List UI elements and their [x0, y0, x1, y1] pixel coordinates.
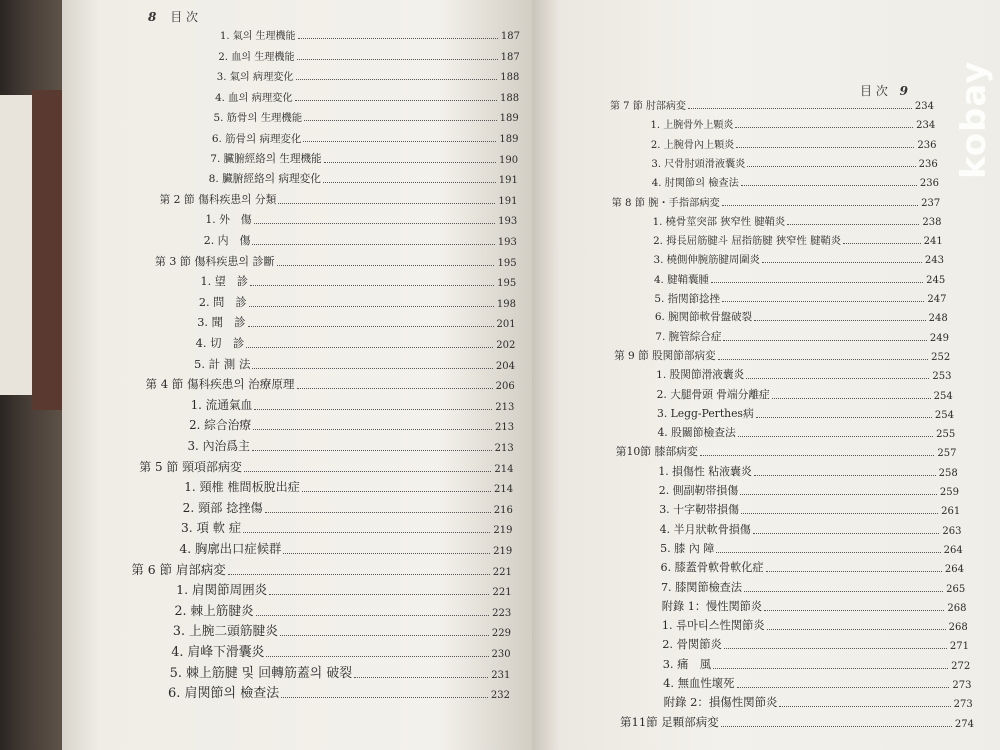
- toc-leader-dots: [713, 668, 948, 669]
- toc-entry-page: 254: [933, 390, 953, 402]
- toc-entry: [194, 356, 515, 372]
- toc-leader-dots: [252, 450, 492, 451]
- toc-leader-dots: [296, 79, 498, 80]
- toc-entry-title: 2. 棘上筋腱炎: [174, 602, 254, 618]
- toc-entry: [212, 129, 519, 145]
- toc-entry-page: 189: [499, 113, 519, 125]
- toc-leader-dots: [740, 494, 937, 495]
- toc-entry-title: 7. 臟腑經絡의 生理機能: [210, 152, 322, 165]
- toc-entry: [196, 335, 516, 351]
- toc-entry-title: 1. 肩関節周囲炎: [176, 582, 268, 598]
- toc-entry: [653, 231, 943, 247]
- toc-entry-page: 193: [498, 216, 518, 228]
- toc-entry-page: 190: [499, 154, 519, 166]
- toc-entry-title: 1. 上腕骨外上顆炎: [650, 120, 734, 132]
- toc-entry: [218, 47, 519, 63]
- toc-leader-dots: [256, 615, 490, 616]
- toc-entry-title: 2. 問 診: [198, 295, 247, 309]
- toc-entry-page: 236: [918, 158, 938, 170]
- toc-leader-dots: [254, 409, 492, 410]
- toc-entry: [663, 656, 971, 672]
- toc-entry-title: 1. 橈骨莖突部 狹窄性 腱鞘炎: [652, 215, 786, 228]
- toc-entry: [139, 459, 513, 475]
- toc-entry-page: 221: [492, 587, 512, 599]
- toc-leader-dots: [736, 147, 914, 148]
- toc-leader-dots: [756, 417, 932, 418]
- toc-entry-page: 232: [490, 690, 510, 702]
- toc-entry-title: 6. 腕関節軟骨盤破裂: [654, 311, 753, 324]
- toc-entry: [145, 376, 514, 392]
- toc-entry-page: 268: [948, 622, 968, 634]
- toc-entry: [655, 308, 948, 324]
- toc-entry: [183, 500, 513, 516]
- toc-entry: [616, 443, 957, 459]
- right-header-title: 目 次: [860, 84, 888, 98]
- toc-entry: [659, 482, 959, 498]
- toc-entry-page: 245: [926, 274, 946, 286]
- toc-entry: [155, 253, 517, 269]
- toc-entry: [205, 211, 517, 227]
- toc-entry-title: 2. 上腕骨內上顆炎: [650, 139, 735, 151]
- toc-leader-dots: [772, 398, 931, 399]
- toc-entry: [662, 617, 968, 633]
- left-page-header: [148, 8, 198, 25]
- toc-entry-page: 271: [949, 641, 969, 653]
- toc-leader-dots: [741, 185, 917, 186]
- toc-entry-page: 264: [943, 544, 963, 556]
- toc-entry-page: 261: [941, 506, 961, 518]
- toc-leader-dots: [277, 265, 495, 266]
- toc-entry-title: 3. 上腕二頭筋腱炎: [172, 623, 278, 639]
- toc-leader-dots: [700, 455, 935, 456]
- toc-entry-page: 234: [916, 120, 936, 132]
- toc-leader-dots: [737, 687, 950, 688]
- toc-entry-title: 第10節 膝部病変: [615, 445, 698, 459]
- toc-entry: [612, 193, 941, 209]
- toc-entry: [131, 562, 512, 578]
- toc-leader-dots: [744, 591, 943, 592]
- toc-entry-title: 2. 骨関節炎: [662, 638, 722, 652]
- toc-entry-title: 2. 大腿骨頭 骨端分離症: [656, 387, 770, 401]
- toc-entry-page: 191: [498, 195, 518, 207]
- toc-entry-page: 188: [499, 92, 520, 104]
- toc-leader-dots: [246, 347, 493, 348]
- toc-entry-title: 1. 外 傷: [205, 213, 252, 227]
- toc-entry: [220, 26, 520, 42]
- toc-leader-dots: [324, 162, 496, 163]
- toc-entry: [209, 170, 518, 186]
- toc-leader-dots: [298, 38, 498, 39]
- toc-entry-title: 5. 指関節捻挫: [654, 293, 720, 305]
- watermark-logo: kobay: [954, 60, 994, 180]
- toc-entry-title: 3. 痛 風: [662, 656, 712, 671]
- toc-leader-dots: [738, 436, 933, 437]
- toc-entry: [661, 559, 965, 575]
- toc-entry: [201, 273, 517, 289]
- toc-entry-title: 3. 十字靭帯損傷: [659, 503, 739, 517]
- toc-entry: [179, 541, 512, 557]
- toc-entry: [654, 250, 945, 266]
- toc-leader-dots: [281, 697, 488, 698]
- toc-entry: [655, 328, 949, 344]
- toc-leader-dots: [723, 340, 927, 341]
- toc-entry-page: 221: [492, 566, 512, 578]
- toc-leader-dots: [762, 262, 922, 263]
- toc-entry: [652, 173, 939, 189]
- toc-entry: [657, 405, 954, 421]
- toc-entry-title: 4. 胸廓出口症候群: [179, 542, 282, 556]
- toc-entry-title: 1. 流通氣血: [190, 397, 253, 412]
- toc-entry-page: 195: [497, 257, 517, 269]
- toc-leader-dots: [843, 243, 921, 244]
- toc-entry-title: 第 6 節 肩部病変: [131, 561, 226, 577]
- toc-entry-page: 248: [928, 313, 948, 325]
- toc-leader-dots: [302, 491, 491, 492]
- toc-entry-title: 5. 筋骨의 生理機能: [213, 112, 303, 125]
- toc-entry: [660, 540, 963, 556]
- toc-entry-page: 223: [492, 607, 512, 619]
- toc-entry-page: 252: [931, 351, 951, 363]
- toc-leader-dots: [280, 635, 489, 636]
- toc-entry-title: 6. 膝蓋骨軟骨軟化症: [660, 561, 764, 575]
- toc-leader-dots: [722, 205, 918, 206]
- book-spine: [0, 95, 34, 395]
- toc-entry-title: 第 8 節 腕・手指部病変: [611, 197, 720, 209]
- toc-entry-title: 3. 聞 診: [197, 316, 246, 330]
- toc-entry-title: 2. 側副靭帯損傷: [658, 484, 739, 497]
- toc-entry-page: 265: [946, 583, 966, 595]
- toc-entry: [168, 685, 510, 701]
- toc-entry-title: 第 3 節 傷科疾患의 診斷: [154, 254, 275, 268]
- toc-entry-page: 236: [919, 178, 939, 190]
- toc-entry-page: 264: [944, 564, 964, 576]
- toc-entry-title: 3. 氣의 病理変化: [216, 72, 294, 84]
- toc-leader-dots: [754, 320, 925, 321]
- toc-entry: [620, 714, 974, 730]
- toc-leader-dots: [722, 301, 924, 302]
- toc-entry-page: 272: [951, 660, 971, 672]
- toc-leader-dots: [253, 429, 492, 430]
- toc-leader-dots: [297, 59, 498, 60]
- toc-entry-title: 3. 項 軟 症: [181, 521, 242, 536]
- toc-leader-dots: [265, 512, 491, 513]
- toc-entry-page: 213: [495, 401, 515, 413]
- toc-entry: [214, 108, 519, 124]
- toc-entry-page: 237: [921, 197, 941, 209]
- toc-leader-dots: [295, 100, 497, 101]
- toc-entry-page: 229: [491, 628, 511, 640]
- toc-entry: [173, 623, 511, 639]
- toc-entry: [651, 154, 937, 170]
- toc-leader-dots: [779, 706, 950, 707]
- toc-leader-dots: [269, 594, 489, 595]
- toc-entry-page: 206: [495, 381, 515, 393]
- toc-entry-page: 273: [953, 699, 973, 711]
- toc-leader-dots: [764, 610, 944, 611]
- toc-entry-title: 7. 膝関節檢查法: [660, 580, 743, 594]
- toc-leader-dots: [766, 571, 942, 572]
- toc-entry-title: 3. 橈側伸腕筋腱周圍炎: [653, 254, 760, 267]
- toc-entry-title: 1. 頸椎 椎間板脫出症: [184, 480, 300, 495]
- toc-entry-page: 214: [494, 484, 514, 496]
- left-page: [62, 0, 532, 750]
- toc-entry: [650, 115, 935, 131]
- toc-entry: [217, 67, 520, 83]
- toc-entry: [160, 191, 518, 207]
- right-page: [532, 0, 1000, 750]
- toc-leader-dots: [787, 224, 919, 225]
- left-header-title: 目 次: [170, 10, 199, 24]
- toc-entry-page: 216: [493, 504, 513, 516]
- toc-entry-title: 3. 內治爲主: [187, 439, 251, 453]
- toc-leader-dots: [688, 108, 912, 109]
- toc-entry: [656, 366, 951, 382]
- book-spine-dark: [32, 90, 62, 410]
- toc-entry-title: 4. 無血性壞死: [663, 676, 735, 690]
- toc-leader-dots: [721, 726, 952, 727]
- toc-entry-title: 2. 血의 生理機能: [218, 51, 295, 63]
- toc-entry-page: 230: [491, 649, 511, 660]
- toc-leader-dots: [248, 326, 494, 327]
- toc-entry-page: 274: [954, 718, 974, 730]
- toc-entry: [662, 598, 967, 614]
- toc-leader-dots: [735, 127, 913, 128]
- toc-entry: [614, 347, 950, 363]
- toc-entry-title: 4. 半月狀軟骨損傷: [659, 522, 751, 536]
- toc-entry-page: 195: [497, 278, 517, 290]
- toc-entry: [657, 424, 955, 440]
- toc-entry: [181, 520, 513, 536]
- toc-leader-dots: [741, 513, 938, 514]
- toc-entry: [170, 665, 511, 681]
- toc-entry-page: 243: [924, 255, 944, 267]
- toc-entry: [663, 675, 971, 691]
- toc-entry-page: 231: [491, 669, 511, 681]
- toc-leader-dots: [283, 553, 490, 554]
- toc-entry: [199, 294, 516, 310]
- toc-entry: [204, 232, 517, 248]
- toc-entry-page: 241: [923, 236, 943, 248]
- toc-entry-title: 4. 股關節檢查法: [657, 426, 736, 440]
- toc-entry-title: 7. 腕管綜合症: [655, 330, 722, 343]
- toc-entry-title: 1. 股関節滑液囊炎: [656, 368, 745, 382]
- toc-leader-dots: [716, 552, 940, 553]
- toc-entry-title: 1. 류마티스性関節炎: [661, 619, 765, 633]
- toc-entry-title: 第 7 節 肘部病変: [610, 101, 686, 112]
- toc-entry-page: 254: [934, 409, 954, 421]
- toc-entry: [189, 417, 514, 433]
- toc-entry-page: 253: [932, 371, 952, 383]
- toc-entry-page: 238: [922, 216, 942, 228]
- toc-entry-page: 247: [927, 294, 947, 305]
- toc-leader-dots: [278, 203, 495, 204]
- toc-entry-title: 附錄 1：慢性関節炎: [661, 599, 763, 613]
- toc-leader-dots: [244, 471, 491, 472]
- toc-entry-page: 255: [936, 429, 956, 441]
- toc-entry: [184, 479, 513, 495]
- toc-entry-title: 2. 拇長屈筋腱斗 屈指筋腱 狹窄性 腱鞘炎: [653, 235, 842, 248]
- toc-entry-title: 第 2 節 傷科疾患의 分類: [159, 192, 277, 206]
- toc-entry-title: 第11節 足顆部病変: [620, 714, 719, 729]
- toc-entry-page: 219: [493, 546, 513, 557]
- toc-entry: [191, 397, 515, 413]
- toc-entry-page: 273: [952, 680, 972, 691]
- toc-entry: [651, 135, 937, 151]
- toc-entry-title: 4. 腱鞘囊腫: [653, 273, 709, 286]
- toc-entry-title: 1. 望 診: [200, 275, 248, 289]
- toc-entry-page: 201: [496, 319, 516, 331]
- toc-entry-page: 198: [496, 298, 516, 310]
- toc-entry-title: 3. Legg-Perthes病: [657, 406, 754, 420]
- toc-entry: [659, 501, 960, 517]
- toc-leader-dots: [303, 141, 496, 142]
- toc-entry-title: 4. 切 診: [195, 336, 245, 350]
- toc-entry-page: 191: [498, 175, 518, 187]
- toc-entry-page: 263: [942, 525, 962, 537]
- toc-leader-dots: [718, 359, 929, 360]
- toc-entry-page: 257: [937, 448, 957, 460]
- toc-leader-dots: [747, 166, 915, 167]
- toc-entry: [654, 270, 945, 286]
- toc-entry: [662, 636, 969, 652]
- toc-entry-title: 4. 血의 病理変化: [215, 91, 293, 104]
- toc-entry: [654, 289, 946, 305]
- toc-leader-dots: [323, 182, 496, 183]
- toc-leader-dots: [252, 368, 492, 369]
- toc-leader-dots: [304, 120, 497, 121]
- toc-leader-dots: [250, 285, 494, 286]
- toc-entry-page: 258: [938, 467, 958, 479]
- toc-entry-page: 214: [494, 463, 514, 475]
- toc-entry-page: 187: [500, 51, 520, 63]
- toc-entry: [210, 150, 518, 166]
- toc-entry: [176, 582, 511, 598]
- toc-entry-page: 268: [947, 602, 967, 614]
- toc-leader-dots: [252, 244, 494, 245]
- toc-leader-dots: [724, 648, 947, 649]
- toc-entry-title: 5. 棘上筋腱 및 回轉筋蓋의 破裂: [169, 665, 353, 681]
- toc-entry-title: 附錄 2：損傷性関節炎: [663, 695, 778, 710]
- right-page-number: 9: [899, 84, 909, 98]
- toc-entry: [175, 603, 512, 619]
- toc-entry-title: 1. 損傷性 粘液囊炎: [658, 464, 752, 478]
- toc-entry-page: 193: [497, 237, 517, 248]
- toc-entry: [660, 521, 962, 537]
- toc-entry: [657, 386, 953, 402]
- toc-entry-page: 188: [500, 72, 520, 84]
- toc-entry: [215, 88, 519, 104]
- toc-entry-page: 202: [496, 340, 516, 351]
- toc-entry: [197, 314, 515, 330]
- toc-entry-page: 234: [914, 101, 934, 112]
- toc-entry-title: 4. 肩峰下滑囊炎: [171, 645, 265, 660]
- toc-leader-dots: [767, 629, 946, 630]
- toc-entry-page: 249: [929, 332, 949, 344]
- toc-entry-title: 8. 臟腑經絡의 病理変化: [208, 172, 321, 186]
- toc-entry-title: 2. 頸部 捻挫傷: [182, 500, 263, 515]
- toc-entry-page: 213: [494, 422, 515, 434]
- toc-entry-title: 第 9 節 股関節部病変: [614, 349, 716, 362]
- toc-leader-dots: [297, 388, 493, 389]
- toc-entry-title: 4. 肘関節의 檢查法: [651, 178, 739, 190]
- toc-entry-page: 236: [917, 139, 937, 151]
- toc-leader-dots: [746, 378, 929, 379]
- toc-entry-title: 6. 筋骨의 病理変化: [211, 133, 302, 145]
- toc-leader-dots: [711, 282, 923, 283]
- toc-entry-title: 5. 膝 內 障: [660, 541, 715, 555]
- toc-entry: [664, 694, 973, 710]
- toc-leader-dots: [754, 475, 936, 476]
- toc-entry: [658, 463, 957, 479]
- toc-entry: [610, 96, 934, 112]
- toc-entry-title: 5. 計 測 法: [194, 356, 251, 371]
- toc-leader-dots: [753, 533, 940, 534]
- toc-leader-dots: [249, 306, 494, 307]
- toc-entry-title: 第 5 節 頸項部病変: [139, 459, 242, 474]
- toc-entry-page: 259: [939, 487, 959, 498]
- toc-entry-page: 219: [493, 525, 513, 537]
- toc-entry-page: 213: [494, 443, 514, 454]
- toc-entry: [661, 579, 965, 595]
- toc-leader-dots: [228, 574, 490, 575]
- toc-entry-title: 1. 氣의 生理機能: [220, 31, 296, 42]
- toc-entry-title: 2. 綜合治療: [189, 418, 252, 433]
- toc-entry-page: 189: [499, 134, 519, 145]
- toc-entry-title: 第 4 節 傷科疾患의 治療原理: [145, 377, 295, 392]
- toc-leader-dots: [354, 677, 488, 678]
- toc-leader-dots: [266, 656, 488, 657]
- left-page-number: 8: [148, 10, 157, 24]
- toc-entry-page: 204: [495, 360, 515, 372]
- toc-entry-page: 187: [500, 31, 520, 42]
- toc-entry: [653, 212, 942, 228]
- toc-entry: [188, 438, 514, 454]
- toc-entry: [171, 644, 510, 660]
- toc-entry-title: 3. 尺骨肘頭滑液囊炎: [651, 158, 746, 170]
- toc-leader-dots: [243, 532, 490, 533]
- toc-entry-title: 6. 肩関節의 檢查法: [168, 686, 280, 702]
- toc-leader-dots: [254, 223, 495, 224]
- toc-entry-title: 2. 内 傷: [203, 234, 251, 247]
